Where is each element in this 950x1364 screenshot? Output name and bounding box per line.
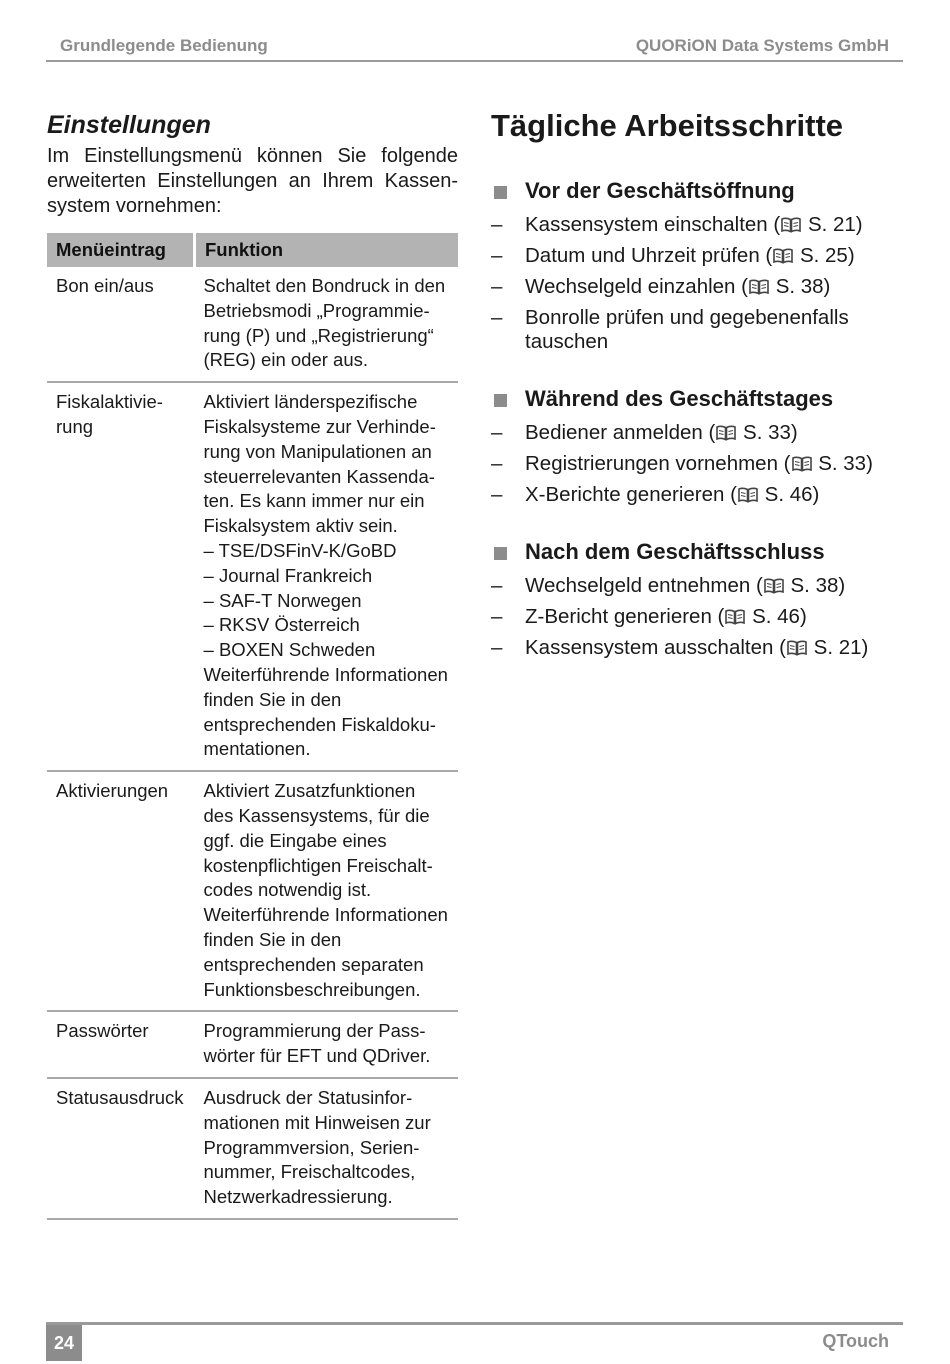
- menu-function: Ausdruck der Statusinformationen mit Hinweisen zur Programmversion, Seriennummer, Freischaltcodes, Netzwerkadressierung.: [195, 1078, 459, 1219]
- list-item: [491, 213, 903, 237]
- item-text: Wechselgeld entnehmen (: [525, 574, 763, 597]
- menu-entry: Aktivierungen: [47, 771, 195, 1011]
- page-reference: S. 46): [764, 483, 820, 506]
- dash-bullet: –: [491, 421, 503, 444]
- book-icon: [780, 216, 802, 233]
- settings-title: Einstellungen: [47, 111, 211, 139]
- group-heading-text: Vor der Geschäftsöffnung: [525, 178, 795, 203]
- book-icon: [737, 486, 759, 503]
- group-heading-text: Während des Geschäftstages: [525, 386, 834, 411]
- page-reference: S. 21): [813, 636, 869, 659]
- header-chapter: Grundlegende Bedienung: [60, 36, 268, 55]
- table-row: [47, 1011, 458, 1078]
- dash-bullet: –: [491, 636, 503, 659]
- dash-bullet: –: [491, 483, 503, 506]
- dash-bullet: –: [491, 275, 503, 298]
- group-heading-text: Nach dem Geschäftsschluss: [525, 539, 825, 564]
- item-text: Bonrolle prüfen und gegebenenfalls tauschen: [525, 306, 849, 353]
- menu-function: [195, 382, 459, 771]
- list-item: [491, 636, 903, 660]
- dash-bullet: –: [491, 574, 503, 597]
- list-item: – RKSV Österreich: [204, 613, 450, 638]
- item-text: Kassensystem einschalten (: [525, 213, 781, 236]
- daily-steps-section: [491, 104, 903, 660]
- settings-table: [47, 233, 458, 1220]
- dash-bullet: –: [491, 306, 503, 329]
- daily-steps-title: Tägliche Arbeitsschritte: [491, 108, 844, 143]
- group-before-opening: [491, 176, 903, 354]
- group-heading: [491, 176, 903, 206]
- table-row: [47, 771, 458, 1011]
- list-item: – SAF-T Norwegen: [204, 589, 450, 614]
- page-header: [46, 34, 903, 62]
- group-heading: [491, 537, 903, 567]
- list-item: [491, 483, 903, 507]
- page-number: 24: [46, 1325, 82, 1361]
- column-header-function: Funktion: [195, 233, 459, 267]
- list-item: – BOXEN Schweden: [204, 638, 450, 663]
- item-text: Wechselgeld einzahlen (: [525, 275, 748, 298]
- table-row: [47, 267, 458, 382]
- column-header-entry: Menüeintrag: [47, 233, 195, 267]
- menu-entry: Bon ein/aus: [47, 267, 195, 382]
- group-heading: [491, 384, 903, 414]
- list-item: [491, 244, 903, 268]
- book-icon: [715, 424, 737, 441]
- list-item: [491, 605, 903, 629]
- group-during-business: [491, 384, 903, 507]
- dash-bullet: –: [491, 452, 503, 475]
- list-item: [491, 452, 903, 476]
- footer-product: QTouch: [822, 1331, 889, 1351]
- book-icon: [763, 577, 785, 594]
- square-bullet-icon: [494, 547, 507, 560]
- header-company: QUORiON Data Systems GmbH: [635, 36, 889, 55]
- item-text: Datum und Uhrzeit prüfen (: [525, 244, 773, 267]
- list-item: [491, 306, 903, 354]
- group-after-closing: [491, 537, 903, 660]
- book-icon: [724, 608, 746, 625]
- dash-bullet: –: [491, 605, 503, 628]
- table-row: [47, 1078, 458, 1219]
- page-footer: [46, 1322, 903, 1361]
- menu-function: Schaltet den Bondruck in den Betriebsmodi „Programmierung (P) und „Registrierung“ (REG) ein oder aus.: [195, 267, 459, 382]
- book-icon: [772, 247, 794, 264]
- list-item: [491, 421, 903, 445]
- page-reference: S. 33): [818, 452, 873, 475]
- menu-entry: Passwörter: [47, 1011, 195, 1078]
- page-reference: S. 25): [799, 244, 855, 267]
- dash-bullet: –: [491, 244, 503, 267]
- item-text: Registrierungen vornehmen (: [525, 452, 791, 475]
- item-text: Bediener anmelden (: [525, 421, 716, 444]
- square-bullet-icon: [494, 186, 507, 199]
- book-icon: [748, 278, 770, 295]
- fiscal-system-list: [204, 539, 450, 663]
- list-item: [491, 275, 903, 299]
- page-reference: S. 46): [752, 605, 807, 628]
- item-text: Z-Bericht generieren (: [525, 605, 725, 628]
- menu-entry: Fiskalaktivierung: [47, 382, 195, 771]
- list-item: – TSE/DSFinV-K/GoBD: [204, 539, 450, 564]
- settings-section: [47, 108, 458, 1220]
- book-icon: [786, 639, 808, 656]
- page-reference: S. 21): [807, 213, 863, 236]
- menu-function: Aktiviert Zusatzfunktionen des Kassensystems, für die ggf. die Eingabe eines kostenpflichtigen Freischaltcodes notwendig ist. Weiterführende Informationen finden Sie in den entsprechenden separaten Funktionsbeschreibungen.: [195, 771, 459, 1011]
- table-row: [47, 382, 458, 771]
- page-reference: S. 38): [775, 275, 831, 298]
- square-bullet-icon: [494, 394, 507, 407]
- book-icon: [791, 455, 813, 472]
- list-item: – Journal Frankreich: [204, 564, 450, 589]
- menu-entry: Statusausdruck: [47, 1078, 195, 1219]
- table-header-row: [47, 233, 458, 267]
- item-text: Kassensystem ausschalten (: [525, 636, 786, 659]
- dash-bullet: –: [491, 213, 503, 236]
- function-text: Aktiviert länderspezifische Fiskalsysteme zur Verhinderung von Manipulationen an steuerrelevanten Kassendaten. Es kann immer nur ein Fiskalsystem aktiv sein.: [203, 391, 436, 537]
- function-text-after: Weiterführende Informationen finden Sie in den entsprechenden Fiskaldokumentationen.: [203, 663, 448, 760]
- page-reference: S. 38): [790, 574, 846, 597]
- list-item: [491, 574, 903, 598]
- page-reference: S. 33): [743, 421, 798, 444]
- menu-function: Programmierung der Passwörter für EFT und QDriver.: [195, 1011, 459, 1078]
- item-text: X-Berichte generieren (: [525, 483, 737, 506]
- settings-intro: Im Einstellungsmenü können Sie folgende erweiterten Einstellungen an Ihrem Kassensystem vornehmen:: [47, 145, 458, 217]
